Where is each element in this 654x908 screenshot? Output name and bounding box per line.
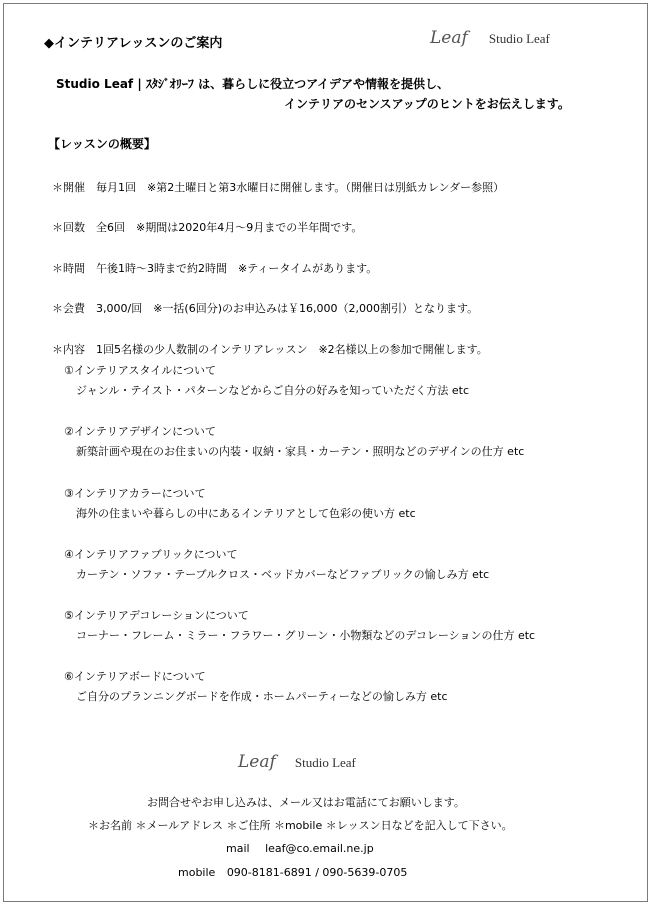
lesson-desc: ジャンル・テイスト・パターンなどからご自分の好みを知っていただく方法 etc bbox=[76, 384, 470, 397]
lesson-desc: コーナー・フレーム・ミラー・フラワー・グリーン・小物類などのデコレーションの仕方 etc bbox=[76, 629, 536, 642]
lesson-title: ⑥インテリアボードについて bbox=[64, 670, 206, 683]
contact-line: お問合せやお申し込みは、メール又はお電話にてお願いします。 bbox=[147, 796, 465, 809]
lesson-title: ④インテリアファブリックについて bbox=[64, 548, 238, 561]
fields-line: ＊お名前 ＊メールアドレス ＊ご住所 ＊mobile ＊レッスン日などを記入して下さい。 bbox=[88, 819, 513, 832]
mail-address[interactable]: leaf@co.email.ne.jp bbox=[265, 842, 374, 855]
mail-row bbox=[226, 841, 374, 856]
mobile-number[interactable]: 090-8181-6891 / 090-5639-0705 bbox=[226, 866, 408, 879]
leaf-script-logo: Leaf bbox=[238, 752, 276, 772]
studio-leaf-logo-name: Studio Leaf bbox=[294, 755, 356, 770]
overview-item: ＊内容 1回5名様の少人数制のインテリアレッスン ※2名様以上の参加で開催します。 bbox=[52, 343, 488, 356]
lesson-title: ⑤インテリアデコレーションについて bbox=[64, 609, 249, 622]
intro-line-2: インテリアのセンスアップのヒントをお伝えします。 bbox=[284, 97, 570, 111]
overview-item: ＊開催 毎月1回 ※第2土曜日と第3水曜日に開催します。（開催日は別紙カレンダー参照） bbox=[52, 181, 505, 194]
header-logo bbox=[430, 28, 550, 48]
lesson-title: ①インテリアスタイルについて bbox=[64, 364, 216, 377]
page-title: ◆インテリアレッスンのご案内 bbox=[44, 36, 223, 51]
lesson-desc: カーテン・ソファ・テーブルクロス・ベッドカバーなどファブリックの愉しみ方 etc bbox=[76, 568, 490, 581]
overview-heading: 【レッスンの概要】 bbox=[48, 137, 156, 151]
lesson-desc: 新築計画や現在のお住まいの内装・収納・家具・カーテン・照明などのデザインの仕方 etc bbox=[76, 445, 525, 458]
intro-line-1: Studio Leaf | ｽﾀｼﾞｵﾘｰﾌ は、暮らしに役立つアイデアや情報を提供し、 bbox=[56, 77, 449, 91]
mobile-row bbox=[178, 865, 407, 880]
leaf-script-logo: Leaf bbox=[430, 28, 468, 48]
footer-logo bbox=[238, 752, 356, 772]
lesson-desc: ご自分のプランニングボードを作成・ホームパーティーなどの愉しみ方 etc bbox=[76, 690, 448, 703]
overview-item: ＊会費 3,000/回 ※一括(6回分)のお申込みは￥16,000（2,000割引）となります。 bbox=[52, 302, 479, 315]
lesson-title: ②インテリアデザインについて bbox=[64, 425, 216, 438]
overview-item: ＊時間 午後1時～3時まで約2時間 ※ティータイムがあります。 bbox=[52, 262, 378, 275]
overview-item: ＊回数 全6回 ※期間は2020年4月～9月までの半年間です。 bbox=[52, 221, 363, 234]
studio-leaf-logo-name: Studio Leaf bbox=[488, 31, 550, 46]
lesson-desc: 海外の住まいや暮らしの中にあるインテリアとして色彩の使い方 etc bbox=[76, 507, 416, 520]
mobile-label: mobile bbox=[178, 866, 216, 879]
lesson-title: ③インテリアカラーについて bbox=[64, 487, 206, 500]
mail-label: mail bbox=[226, 842, 250, 855]
